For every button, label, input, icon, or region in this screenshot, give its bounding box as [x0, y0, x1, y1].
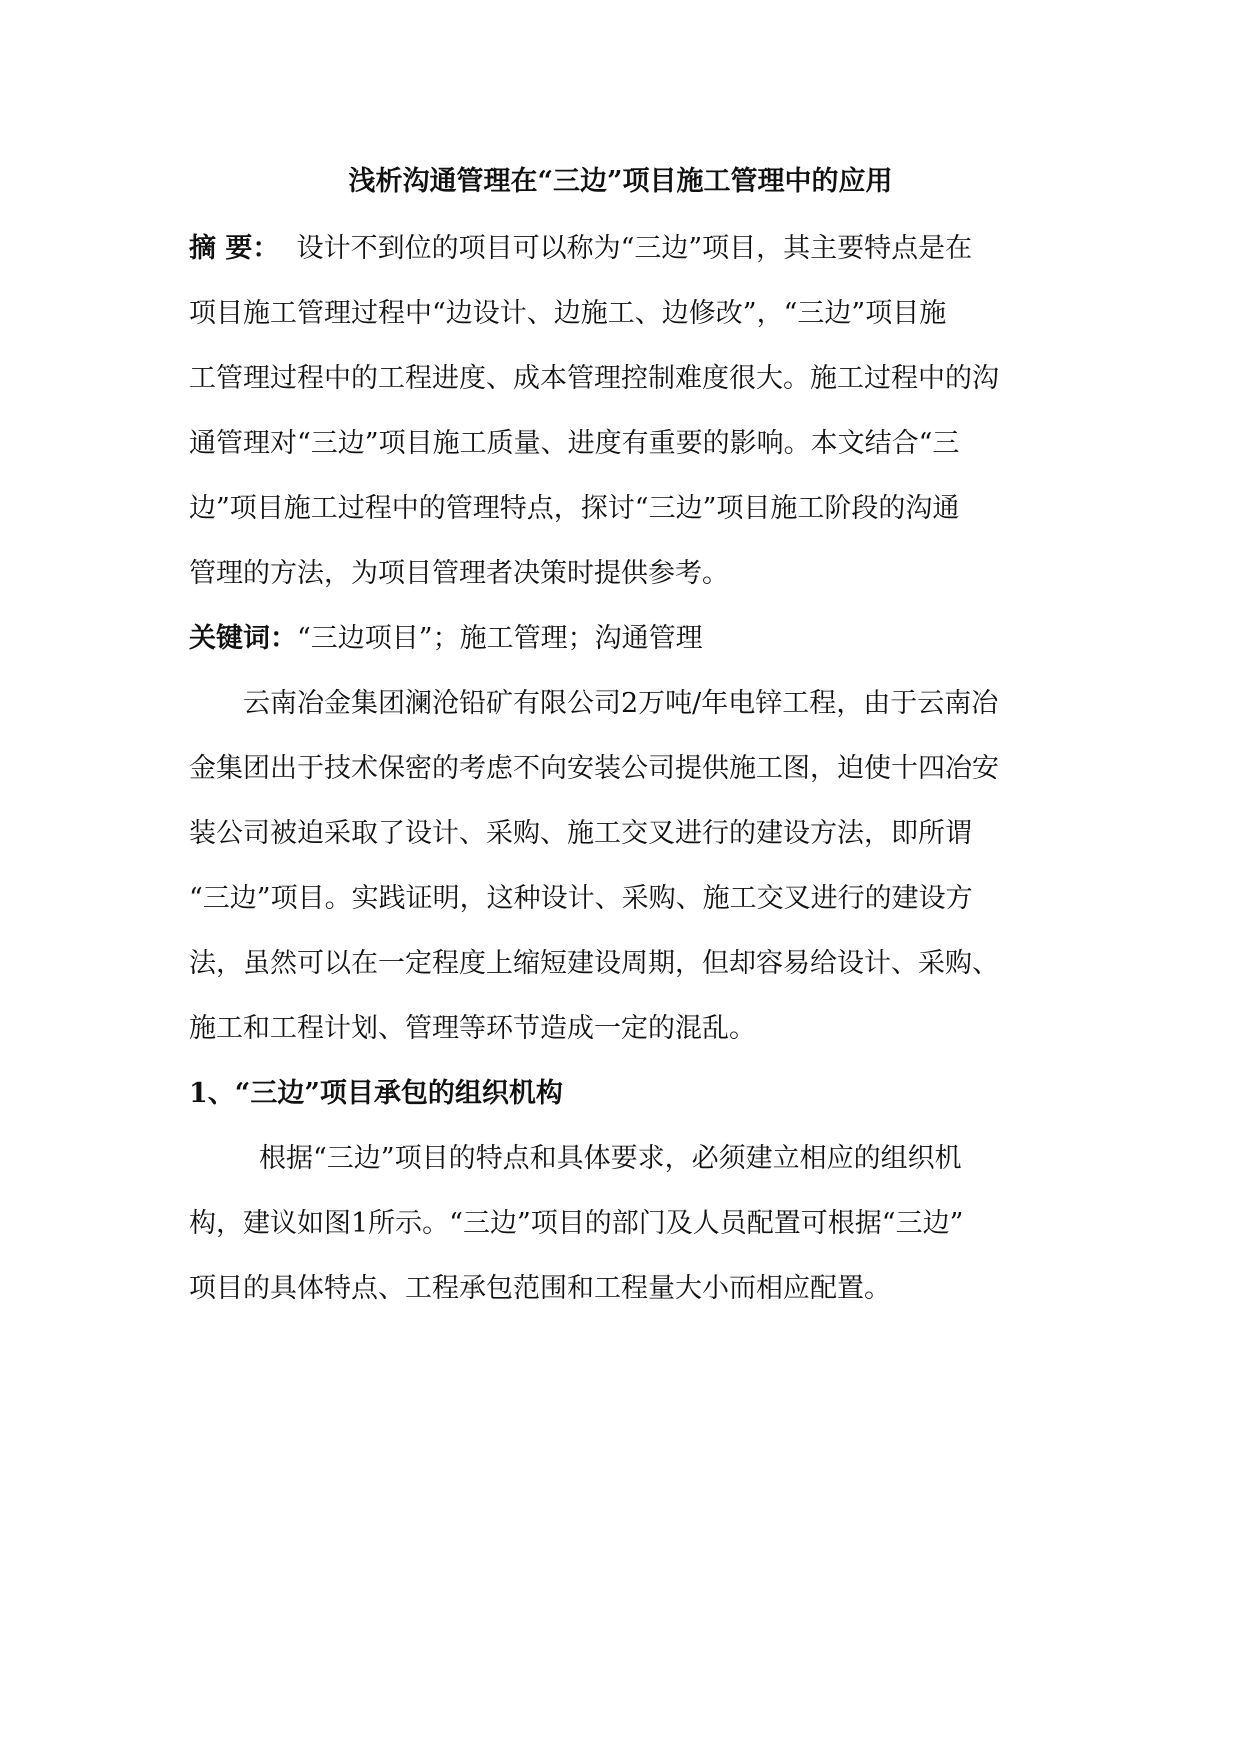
keywords-line: [189, 606, 1069, 671]
document-title: 浅析沟通管理在“三边”项目施工管理中的应用: [348, 166, 893, 197]
intro-paragraph: [189, 671, 1069, 1061]
abstract-line: 边”项目施工过程中的管理特点，探讨“三边”项目施工阶段的沟通: [189, 493, 960, 524]
abstract-section: [189, 216, 1069, 606]
abstract-line: 管理的方法，为项目管理者决策时提供参考。: [189, 558, 729, 589]
abstract-line: 项目施工管理过程中“边设计、边施工、边修改”，“三边”项目施: [189, 298, 947, 329]
section-heading: [189, 1061, 1069, 1126]
keywords-text: “三边项目”；施工管理；沟通管理: [297, 623, 703, 654]
section-heading-text: 1、“三边”项目承包的组织机构: [189, 1078, 563, 1109]
paragraph-line: 根据“三边”项目的特点和具体要求，必须建立相应的组织机: [259, 1143, 962, 1174]
keywords-label: 关键词：: [189, 623, 297, 654]
paragraph-line: 法，虽然可以在一定程度上缩短建设周期，但却容易给设计、采购、: [189, 948, 999, 979]
abstract-text: 设计不到位的项目可以称为“三边”项目，其主要特点是在: [296, 233, 973, 264]
abstract-line: 通管理对“三边”项目施工质量、进度有重要的影响。本文结合“三: [189, 428, 960, 459]
paragraph-line: “三边”项目。实践证明，这种设计、采购、施工交叉进行的建设方: [189, 883, 973, 914]
abstract-line: [189, 216, 1069, 281]
paragraph-line: 金集团出于技术保密的考虑不向安装公司提供施工图，迫使十四冶安: [189, 753, 999, 784]
section-paragraph: [189, 1126, 1069, 1321]
paragraph-line: 云南冶金集团澜沧铅矿有限公司2万吨/年电锌工程，由于云南冶: [243, 688, 999, 719]
abstract-line: 工管理过程中的工程进度、成本管理控制难度很大。施工过程中的沟: [189, 363, 999, 394]
paragraph-line: 施工和工程计划、管理等环节造成一定的混乱。: [189, 1013, 756, 1044]
paragraph-line: 项目的具体特点、工程承包范围和工程量大小而相应配置。: [189, 1273, 891, 1304]
paragraph-line: 构，建议如图1所示。“三边”项目的部门及人员配置可根据“三边”: [189, 1208, 964, 1239]
keywords-section: [189, 606, 1069, 671]
abstract-label: 摘 要：: [189, 233, 280, 264]
paragraph-line: 装公司被迫采取了设计、采购、施工交叉进行的建设方法，即所谓: [189, 818, 972, 849]
